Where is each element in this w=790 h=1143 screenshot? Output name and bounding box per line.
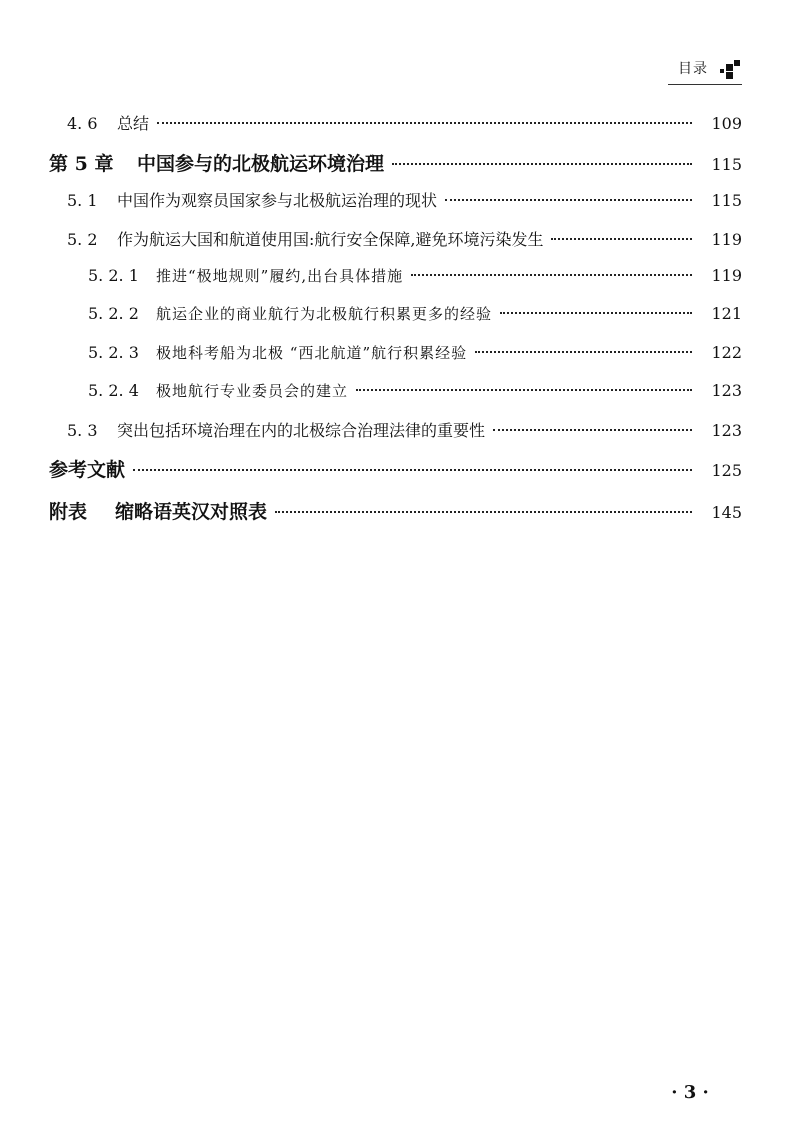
- entry-title: 中国作为观察员国家参与北极航运治理的现状: [117, 191, 438, 210]
- entry-page: 115: [711, 155, 742, 174]
- page-number: · 3 ·: [671, 1082, 709, 1103]
- entry-page: 121: [711, 304, 742, 323]
- appendix-label: 附表: [49, 501, 88, 523]
- entry-title: 极地航行专业委员会的建立: [156, 382, 349, 400]
- entry-number: 5. 2. 4: [88, 381, 139, 400]
- chapter-number: 第 5 章: [49, 153, 114, 175]
- dot-leader: [157, 122, 692, 124]
- toc-entry-5-1[interactable]: [0, 188, 790, 211]
- entry-number: 5. 2: [67, 230, 98, 249]
- toc-appendix[interactable]: [0, 497, 790, 524]
- dot-leader: [356, 389, 692, 391]
- toc-entry-4-6[interactable]: [0, 111, 790, 134]
- toc-entry-5-2-3[interactable]: [0, 342, 790, 363]
- toc-entry-5-2-4[interactable]: [0, 380, 790, 401]
- appendix-title: 缩略语英汉对照表: [115, 501, 268, 523]
- entry-page: 119: [711, 230, 742, 249]
- entry-title: 总结: [117, 114, 150, 133]
- entry-page: 109: [711, 114, 742, 133]
- toc-references[interactable]: [0, 455, 790, 482]
- entry-page: 123: [711, 381, 742, 400]
- entry-number: 4. 6: [67, 114, 98, 133]
- entry-title: 推进“极地规则”履约,出台具体措施: [156, 267, 404, 285]
- dot-leader: [275, 511, 692, 513]
- entry-number: 5. 3: [67, 421, 98, 440]
- entry-page: 145: [711, 503, 742, 522]
- dot-leader: [133, 469, 692, 471]
- references-title: 参考文献: [49, 459, 126, 481]
- toc-chapter-5[interactable]: [0, 149, 790, 176]
- entry-number: 5. 2. 2: [88, 304, 139, 323]
- dot-leader: [411, 274, 692, 276]
- dot-leader: [551, 238, 692, 240]
- toc-entry-5-2[interactable]: [0, 227, 790, 250]
- dot-leader: [475, 351, 692, 353]
- entry-title: 突出包括环境治理在内的北极综合治理法律的重要性: [117, 421, 486, 440]
- entry-page: 125: [711, 461, 742, 480]
- running-header: [668, 54, 742, 85]
- toc-entry-5-2-1[interactable]: [0, 265, 790, 286]
- entry-page: 123: [711, 421, 742, 440]
- entry-title: 极地科考船为北极 “西北航道”航行积累经验: [156, 344, 468, 362]
- toc-entry-5-2-2[interactable]: [0, 303, 790, 324]
- entry-page: 119: [711, 266, 742, 285]
- dot-leader: [500, 312, 692, 314]
- toc-entry-5-3[interactable]: [0, 418, 790, 441]
- dot-leader: [392, 163, 692, 165]
- entry-title: 作为航运大国和航道使用国:航行安全保障,避免环境污染发生: [117, 230, 544, 249]
- entry-page: 115: [711, 191, 742, 210]
- entry-number: 5. 2. 3: [88, 343, 139, 362]
- entry-number: 5. 1: [67, 191, 98, 210]
- chapter-title: 中国参与的北极航运环境治理: [137, 153, 385, 175]
- entry-page: 122: [711, 343, 742, 362]
- square-ornament-icon: [720, 60, 740, 80]
- entry-number: 5. 2. 1: [88, 266, 139, 285]
- header-title: 目录: [678, 61, 708, 77]
- entry-title: 航运企业的商业航行为北极航行积累更多的经验: [156, 305, 493, 323]
- dot-leader: [445, 199, 692, 201]
- dot-leader: [493, 429, 692, 431]
